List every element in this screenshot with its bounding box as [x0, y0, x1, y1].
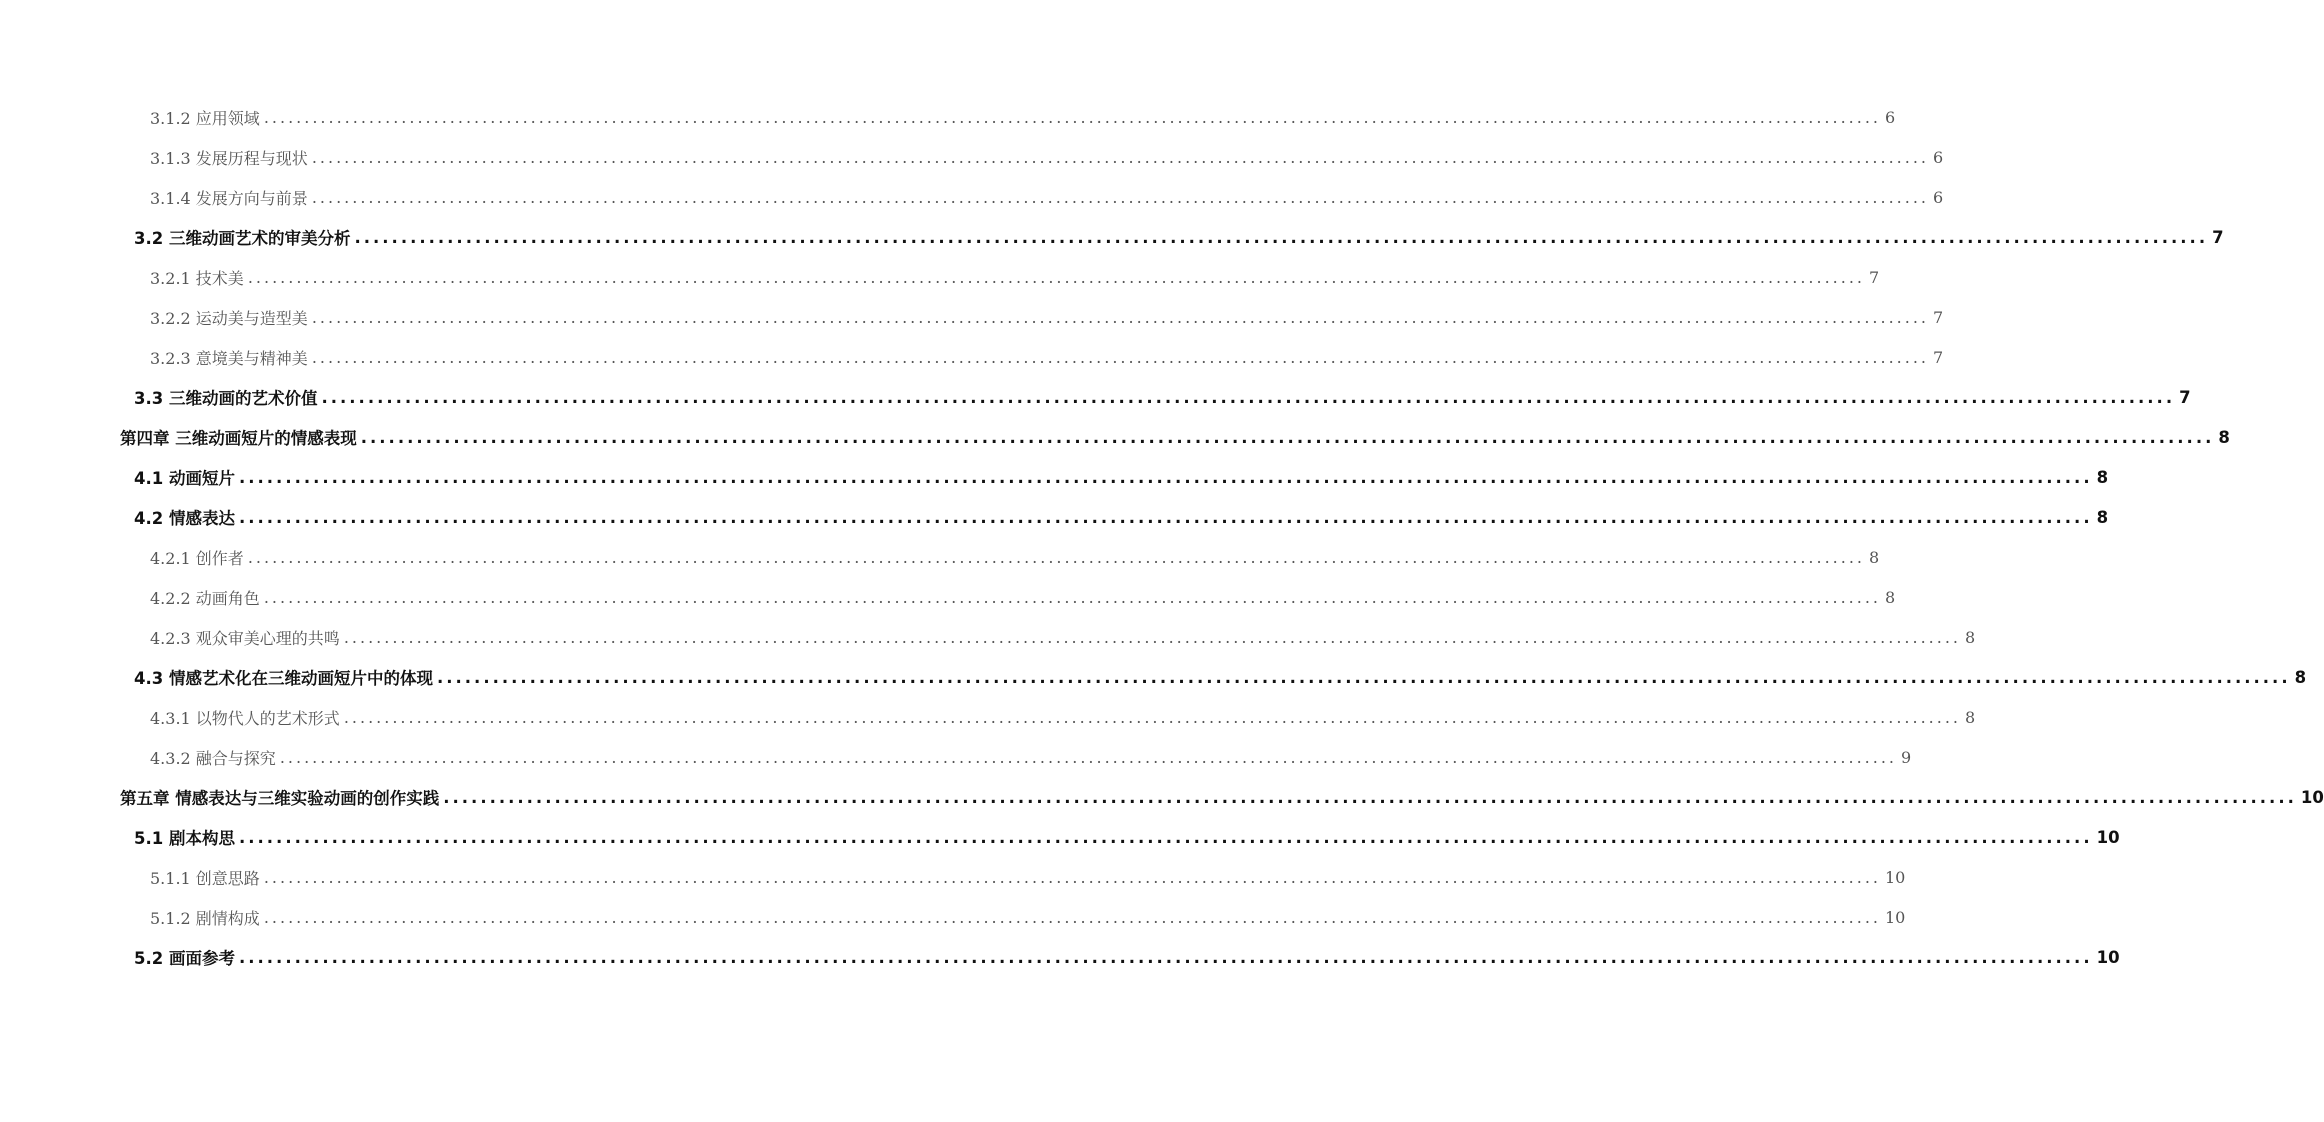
toc-dot-leader: ........................................................................................................................................................................................................: [263, 907, 1881, 927]
toc-page-number: 6: [1885, 107, 1896, 127]
toc-entry-label: 5.1.2 剧情构成: [150, 908, 260, 928]
toc-dot-leader: ........................................................................................................................................................................................................: [360, 427, 2215, 447]
toc-entry[interactable]: [134, 937, 2120, 977]
toc-entry-label: 5.1.1 创意思路: [150, 868, 260, 888]
toc-entry[interactable]: [150, 617, 1976, 657]
toc-entry[interactable]: [150, 697, 1976, 737]
toc-entry[interactable]: [150, 537, 1880, 577]
toc-entry[interactable]: [134, 497, 2109, 537]
toc-dot-leader: ........................................................................................................................................................................................................: [247, 547, 1865, 567]
toc-page-number: 9: [1901, 747, 1912, 767]
toc-entry[interactable]: [150, 737, 1912, 777]
toc-dot-leader: ........................................................................................................................................................................................................: [279, 747, 1897, 767]
toc-page-number: 10: [2096, 947, 2120, 967]
toc-entry[interactable]: [150, 337, 1944, 377]
toc-dot-leader: ........................................................................................................................................................................................................: [311, 307, 1929, 327]
toc-page-number: 8: [2096, 467, 2109, 487]
toc-entry[interactable]: [150, 137, 1944, 177]
toc-entry-label: 4.3.1 以物代人的艺术形式: [150, 708, 340, 728]
toc-entry-label: 5.1 剧本构思: [134, 829, 235, 848]
toc-page-number: 8: [2294, 667, 2307, 687]
toc-dot-leader: ........................................................................................................................................................................................................: [311, 187, 1929, 207]
toc-entry-label: 第五章 情感表达与三维实验动画的创作实践: [120, 789, 440, 808]
toc-dot-leader: ........................................................................................................................................................................................................: [238, 467, 2093, 487]
toc-entry-label: 4.1 动画短片: [134, 469, 235, 488]
toc-dot-leader: ........................................................................................................................................................................................................: [343, 707, 1961, 727]
toc-page-number: 6: [1933, 147, 1944, 167]
toc-page-number: 8: [2096, 507, 2109, 527]
toc-entry[interactable]: [150, 177, 1944, 217]
toc-entry-label: 5.2 画面参考: [134, 949, 235, 968]
toc-page-number: 6: [1933, 187, 1944, 207]
toc-page-number: 10: [2300, 787, 2324, 807]
toc-page-number: 8: [1869, 547, 1880, 567]
toc-entry-label: 3.3 三维动画的艺术价值: [134, 389, 318, 408]
toc-entry-label: 3.2.3 意境美与精神美: [150, 348, 308, 368]
toc-dot-leader: ........................................................................................................................................................................................................: [238, 827, 2093, 847]
toc-dot-leader: ........................................................................................................................................................................................................: [354, 227, 2209, 247]
toc-page-number: 8: [1965, 707, 1976, 727]
toc-page-number: 7: [2212, 227, 2224, 247]
toc-entry[interactable]: [134, 657, 2307, 697]
toc-entry-label: 3.1.4 发展方向与前景: [150, 188, 308, 208]
toc-page-number: 7: [1933, 347, 1944, 367]
toc-dot-leader: ........................................................................................................................................................................................................: [263, 587, 1881, 607]
toc-page-number: 10: [2096, 827, 2120, 847]
toc-dot-leader: ........................................................................................................................................................................................................: [311, 147, 1929, 167]
toc-entry[interactable]: [150, 257, 1880, 297]
toc-dot-leader: ........................................................................................................................................................................................................: [436, 667, 2291, 687]
toc-entry[interactable]: [120, 777, 2324, 817]
toc-entry-label: 第四章 三维动画短片的情感表现: [120, 429, 357, 448]
toc-page-number: 7: [1869, 267, 1880, 287]
toc-entry[interactable]: [134, 457, 2109, 497]
toc-page-number: 7: [1933, 307, 1944, 327]
toc-dot-leader: ........................................................................................................................................................................................................: [311, 347, 1929, 367]
toc-entry-label: 4.2.1 创作者: [150, 548, 244, 568]
toc-entry[interactable]: [134, 377, 2191, 417]
toc-entry-label: 3.1.2 应用领域: [150, 108, 260, 128]
toc-entry-label: 4.3 情感艺术化在三维动画短片中的体现: [134, 669, 433, 688]
toc-entry-label: 3.2.2 运动美与造型美: [150, 308, 308, 328]
toc-entry-label: 3.1.3 发展历程与现状: [150, 148, 308, 168]
toc-entry[interactable]: [150, 857, 1906, 897]
toc-dot-leader: ........................................................................................................................................................................................................: [238, 947, 2093, 967]
toc-entry-label: 3.2.1 技术美: [150, 268, 244, 288]
toc-entry-label: 4.2 情感表达: [134, 509, 235, 528]
toc-page-number: 8: [1965, 627, 1976, 647]
toc-entry[interactable]: [150, 577, 1896, 617]
toc-entry[interactable]: [150, 897, 1906, 937]
toc-entry-label: 4.3.2 融合与探究: [150, 748, 276, 768]
toc-page-number: 10: [1885, 907, 1906, 927]
toc-entry-label: 4.2.3 观众审美心理的共鸣: [150, 628, 340, 648]
toc-entry[interactable]: [150, 297, 1944, 337]
toc-page-number: 7: [2179, 387, 2191, 407]
toc-dot-leader: ........................................................................................................................................................................................................: [263, 867, 1881, 887]
toc-entry[interactable]: [120, 417, 2230, 457]
toc-dot-leader: ........................................................................................................................................................................................................: [238, 507, 2093, 527]
toc-page-number: 10: [1885, 867, 1906, 887]
toc-entry-label: 4.2.2 动画角色: [150, 588, 260, 608]
toc-entry[interactable]: [134, 817, 2120, 857]
toc-dot-leader: ........................................................................................................................................................................................................: [443, 787, 2297, 807]
toc-entry[interactable]: [134, 217, 2224, 257]
toc-dot-leader: ........................................................................................................................................................................................................: [263, 107, 1881, 127]
toc-dot-leader: ........................................................................................................................................................................................................: [343, 627, 1961, 647]
toc-dot-leader: ........................................................................................................................................................................................................: [321, 387, 2176, 407]
toc-entry[interactable]: [150, 97, 1896, 137]
toc-page-number: 8: [1885, 587, 1896, 607]
toc-dot-leader: ........................................................................................................................................................................................................: [247, 267, 1865, 287]
toc-page-number: 8: [2218, 427, 2230, 447]
toc-entry-label: 3.2 三维动画艺术的审美分析: [134, 229, 351, 248]
